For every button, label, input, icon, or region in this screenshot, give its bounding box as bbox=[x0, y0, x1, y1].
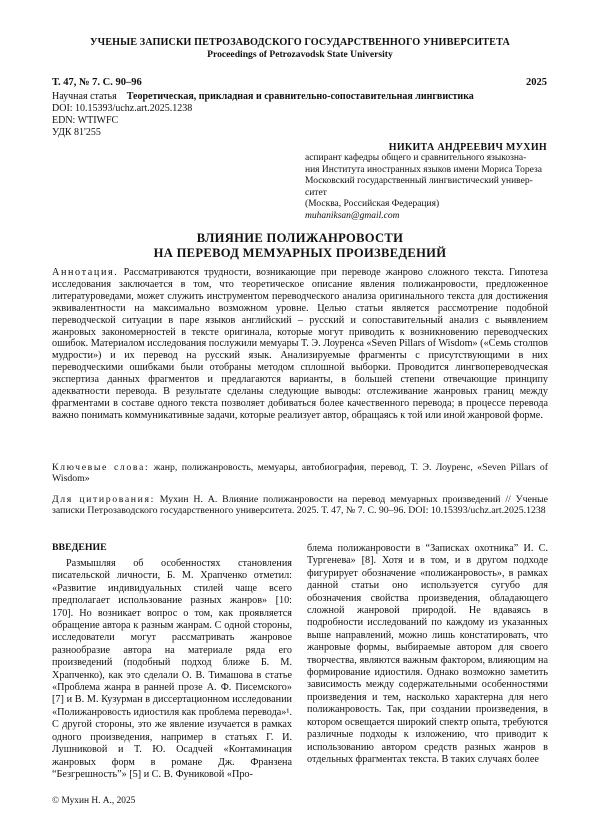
affiliation-line: ситет bbox=[305, 187, 327, 198]
article-type bbox=[52, 91, 474, 102]
copyright: © Мухин Н. А., 2025 bbox=[52, 796, 136, 806]
citation-label: Для цитирования: bbox=[52, 494, 155, 505]
affiliation-line: аспирант кафедры общего и сравнительного языкозна- bbox=[305, 153, 527, 163]
abstract-label: Аннотация. bbox=[52, 267, 119, 278]
section-name: Теоретическая, прикладная и сравнительно-сопоставительная лингвистика bbox=[126, 91, 474, 102]
affiliation-line: ния Института иностранных языков имени Мориса Тореза bbox=[305, 164, 542, 175]
citation bbox=[52, 494, 548, 517]
keywords-text: жанр, полижанровость, мемуары, автобиография, перевод, Т. Э. Лоуренс, «Seven Pillars of Wisdom» bbox=[52, 462, 548, 485]
keywords bbox=[52, 462, 548, 485]
volume-pages: Т. 47, № 7. С. 90–96 bbox=[52, 77, 142, 88]
title-line-1: ВЛИЯНИЕ ПОЛИЖАНРОВОСТИ bbox=[196, 231, 404, 245]
body-left-column: Размышляя об особенностях становления писательской личности, Б. М. Храпченко отметил: «Развитие индивидуальных стилей чаще всего предполагает использование разных жанров» [10: 170]. Но возникает вопрос о том, как проявляется обращение автора к разным жанрам. С одной стороны, исследователи могут рассматривать жанровое разнообразие автора на материале ряда его произведений (подобный подход ближе Б. М. Храпченко), как это сделали О. В. Тимашова в статье «Проблема жанра в ранней прозе А. Ф. Писемского» [7] и В. М. Кузурман в диссертационном исследовании «Полижанровость идиостиля как проблема перевода»¹. С другой стороны, это же явление изучается в рамках одного произведения, например в статьях Г. И. Лушниковой и Т. Ю. Осадчей «Контаминация жанровых форм в романе Дж. Франзена “Безгрешность”» [5] и С. В. Фуниковой «Про- bbox=[52, 558, 292, 780]
edn: EDN: WTIWFC bbox=[52, 115, 119, 126]
doi: DOI: 10.15393/uchz.art.2025.1238 bbox=[52, 103, 193, 114]
author-email[interactable]: muhaniksan@gmail.com bbox=[305, 210, 400, 221]
abstract-text: Рассматриваются трудности, возникающие при переводе жанрово сложного текста. Гипотеза исследования заключается в том, что теоретическое описание явления полижанровости, предложенное литературоведами, может служить инструментом переводческого анализа оригинального текста для достижения эквивалентности на максимально возможном уровне. Целью статьи является рассмотрение подобной переводческой ситуации в паре языков английский – русский и сопоставительный анализ с выявлением жанровых закономерностей в тексте оригинала, которые могут приводить к возникновению переводческих ошибок. Материалом исследования послужили мемуары Т. Э. Лоуренса «Seven Pillars of Wisdom» («Семь столпов мудрости») и их перевод на русский язык. Анализируемые фрагменты с присутствующими в них переводческими ошибками были отобраны методом сплошной выборки. Проводится лингвопереводческая экспертиза данных фрагментов и предлагаются варианты, в большей степени отвечающие принципу адекватности перевода. В результате сделаны следующие выводы: отслеживание жанровых границ между фрагментами в составе одного текста позволяет добиваться более качественного перевода; в процессе перевода важно понимать коммуникативные задачи, которые реализует автор, обращаясь к той или иной жанровой форме. bbox=[52, 267, 549, 421]
abstract bbox=[52, 267, 548, 422]
section-heading: ВВЕДЕНИЕ bbox=[52, 542, 107, 553]
affiliation-line: (Москва, Российская Федерация) bbox=[305, 199, 440, 210]
keywords-label: Ключевые слова: bbox=[52, 462, 150, 473]
author-name: НИКИТА АНДРЕЕВИЧ МУХИН bbox=[388, 142, 547, 153]
article-title bbox=[0, 231, 600, 261]
citation-text: Мухин Н. А. Влияние полижанровости на перевод мемуарных произведений // Ученые записки Петрозаводского государственного университета. 2025. Т. 47, № 7. С. 90–96. DOI: 10.15393/uchz.art.2025.1238 bbox=[52, 494, 549, 517]
article-type-label: Научная статья bbox=[52, 91, 117, 102]
author-affiliation bbox=[305, 153, 550, 223]
title-line-2: НА ПЕРЕВОД МЕМУАРНЫХ ПРОИЗВЕДЕНИЙ bbox=[153, 246, 447, 260]
body-right-column: блема полижанровости в “Записках охотника” И. С. Тургенева» [8]. Хотя и в том, и в другом подходе фигурирует обозначение «полижанровость», в рамках данной статьи оно используется сугубо для обозначения свойства произведения, обладающего сложной жанровой природой. Не вдаваясь в подробности исследований по каждому из указанных выше направлений, можно лишь констатировать, что жанровые формы, выбираемые автором для своего творчества, являются важным фактором, влияющим на формирование идиостиля. Однако возможно заметить зависимость между содержательными особенностями произведения и тем, насколько характерна для него полижанровость. Так, при создании произведения, в котором освещается широкий спектр опыта, требуются различные подходы к изложению, что приводит к использованию автором средств разных жанров в отдельных фрагментах текста. В таких случаях более bbox=[307, 543, 548, 765]
year: 2025 bbox=[526, 77, 547, 88]
udc: УДК 81'255 bbox=[52, 127, 101, 138]
affiliation-line: Московский государственный лингвистический универ- bbox=[305, 176, 533, 187]
journal-title-ru: УЧЕНЫЕ ЗАПИСКИ ПЕТРОЗАВОДСКОГО ГОСУДАРСТВЕННОГО УНИВЕРСИТЕТА bbox=[90, 37, 510, 48]
journal-title-en: Proceedings of Petrozavodsk State University bbox=[207, 49, 393, 60]
